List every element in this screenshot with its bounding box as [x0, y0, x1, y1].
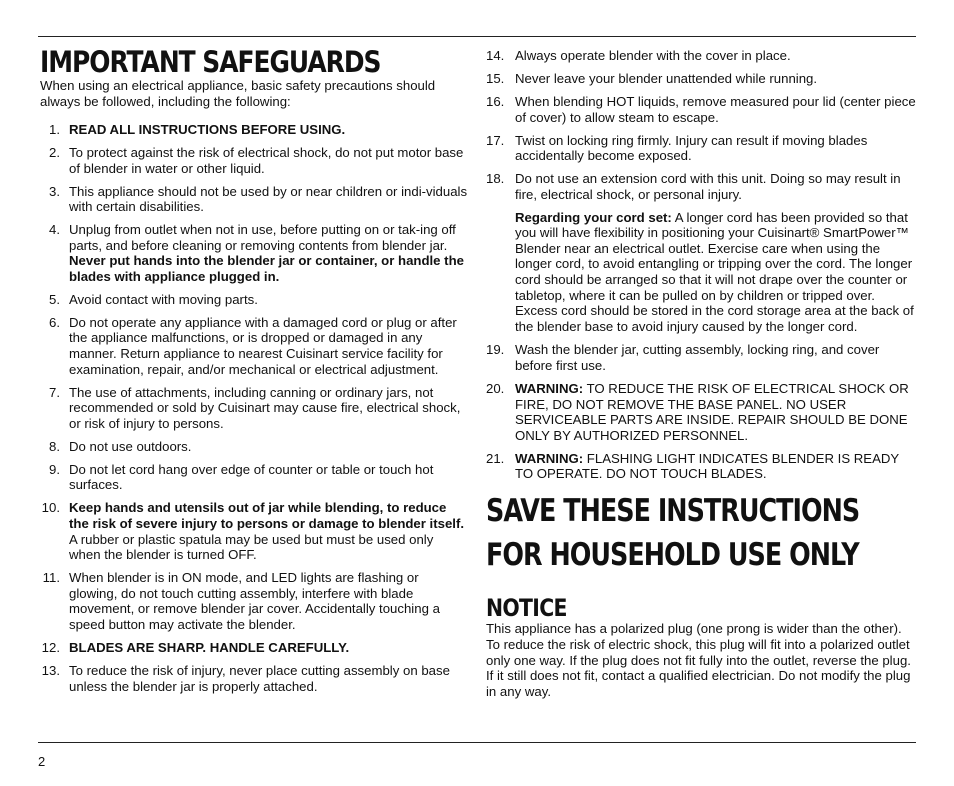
item-number: 21.	[486, 450, 505, 466]
item-text: Never leave your blender unattended while running.	[515, 70, 818, 86]
safeguards-list-continued	[486, 48, 916, 202]
save-instructions-heading: SAVE THESE INSTRUCTIONS	[486, 493, 860, 530]
list-item	[40, 222, 468, 284]
list-item	[40, 385, 468, 432]
item-bold-text: Keep hands and utensils out of jar while blending, to reduce the risk of severe injury to persons or damage to blender itself.	[69, 500, 465, 531]
list-item	[40, 640, 468, 656]
item-text: The use of attachments, including canning or ordinary jars, not recommended or sold by Cuisinart may cause fire, electrical shock, or risk of injury to persons.	[69, 384, 461, 431]
item-number: 14.	[486, 48, 505, 63]
safeguards-list-final	[486, 342, 916, 482]
item-text: Twist on locking ring firmly. Injury can result if moving blades accidentally become exposed.	[515, 132, 868, 164]
item-number: 12.	[41, 639, 60, 655]
list-item	[486, 71, 916, 87]
safeguards-list	[40, 122, 468, 694]
item-number: 2.	[49, 144, 60, 160]
item-text: A rubber or plastic spatula may be used but must be used only when the blender is turned OFF.	[69, 531, 434, 563]
item-text: To protect against the risk of electrical shock, do not put motor base of blender in water or other liquid.	[69, 144, 464, 176]
list-item	[40, 462, 468, 493]
item-number: 6.	[49, 314, 60, 330]
item-text: Do not operate any appliance with a damaged cord or plug or after the appliance malfunctions, or is dropped or damaged in any manner. Return appliance to nearest Cuisinart service facility for examination, repair, and/or mechanical or electrical adjustment.	[69, 314, 457, 377]
item-text: To reduce the risk of injury, never place cutting assembly on base unless the blender jar is properly attached.	[69, 662, 450, 694]
item-number: 9.	[49, 461, 60, 477]
item-number: 10.	[41, 500, 60, 516]
list-item	[486, 94, 916, 125]
item-number: 20.	[486, 381, 505, 397]
item-text: When blender is in ON mode, and LED lights are flashing or glowing, do not touch cutting assembly, interfere with blade movement, or remove blender jar cover. Accidentally touching a speed button may activate the blender.	[69, 570, 440, 632]
list-item	[486, 48, 916, 64]
cord-set-paragraph	[515, 210, 916, 335]
notice-text: This appliance has a polarized plug (one prong is wider than the other). To reduce the risk of electric shock, this plug will fit into a polarized outlet only one way. If the plug does not fit fully into the outlet, reverse the plug. If it still does not fit, contact a qualified electrician. Do not modify the plug in any way.	[486, 621, 911, 699]
item-bold-text: WARNING:	[515, 450, 584, 466]
item-number: 13.	[41, 662, 60, 678]
item-number: 11.	[42, 570, 60, 586]
item-text: FLASHING LIGHT INDICATES BLENDER IS READY TO OPERATE. DO NOT TOUCH BLADES.	[515, 450, 899, 482]
item-text: Unplug from outlet when not in use, before putting on or tak-ing off parts, and before cleaning or removing contents from blender jar.	[69, 222, 456, 253]
item-text: Avoid contact with moving parts.	[69, 291, 258, 307]
item-bold-text: READ ALL INSTRUCTIONS BEFORE USING.	[69, 122, 346, 137]
item-number: 19.	[486, 342, 505, 358]
cord-set-heading: Regarding your cord set:	[515, 209, 672, 225]
bottom-rule	[38, 742, 916, 743]
item-number: 5.	[49, 291, 60, 307]
list-item	[40, 500, 468, 562]
item-bold-text: WARNING:	[515, 381, 584, 397]
item-text: Do not let cord hang over edge of counter or table or touch hot surfaces.	[69, 461, 434, 493]
list-item	[40, 145, 468, 176]
item-number: 15.	[486, 70, 505, 86]
notice-heading: NOTICE	[486, 594, 567, 623]
household-use-heading: FOR HOUSEHOLD USE ONLY	[486, 537, 859, 574]
item-number: 4.	[49, 222, 60, 238]
item-text: TO REDUCE THE RISK OF ELECTRICAL SHOCK OR FIRE, DO NOT REMOVE THE BASE PANEL. NO USER SERVICEABLE PARTS ARE INSIDE. REPAIR SHOULD BE DONE ONLY BY AUTHORIZED PERSONNEL.	[515, 381, 909, 443]
item-text: This appliance should not be used by or near children or indi-viduals with certain disabilities.	[69, 183, 468, 215]
list-item	[40, 315, 468, 377]
list-item	[40, 439, 468, 455]
item-bold-text: BLADES ARE SHARP. HANDLE CAREFULLY.	[69, 639, 350, 655]
list-item	[40, 663, 468, 694]
item-number: 16.	[486, 93, 505, 109]
list-item	[486, 381, 916, 443]
list-item	[40, 184, 468, 215]
item-number: 17.	[486, 132, 505, 148]
item-text: Always operate blender with the cover in place.	[515, 48, 791, 63]
list-item	[40, 122, 468, 138]
item-bold-text: Never put hands into the blender jar or container, or handle the blades with appliance plugged in.	[69, 253, 464, 284]
item-number: 3.	[49, 183, 60, 199]
item-number: 8.	[49, 438, 60, 454]
page-title: IMPORTANT SAFEGUARDS	[40, 45, 381, 79]
item-text: Wash the blender jar, cutting assembly, locking ring, and cover before first use.	[515, 342, 880, 374]
item-number: 18.	[486, 171, 505, 187]
list-item	[486, 171, 916, 202]
item-text: Do not use an extension cord with this unit. Doing so may result in fire, electrical shock, or personal injury.	[515, 171, 901, 202]
list-item	[40, 570, 468, 632]
right-column	[486, 48, 916, 699]
list-item	[486, 133, 916, 164]
list-item	[486, 451, 916, 482]
item-text: Do not use outdoors.	[69, 438, 192, 454]
item-number: 7.	[49, 384, 60, 400]
left-column	[40, 46, 468, 701]
cord-set-text: A longer cord has been provided so that you will have flexibility in positioning your Cuisinart® SmartPower™ Blender near an electrical outlet. Exercise care when using the longer cord, to avoid entangling or tripping over the cord. The longer cord should be arranged so that it will not drape over the counter or tabletop, where it can be pulled on by children or tripped over. Excess cord should be stored in the cord storage area at the back of the blender base to avoid injury caused by the longer cord.	[515, 209, 914, 334]
item-text: When blending HOT liquids, remove measured pour lid (center piece of cover) to allow steam to escape.	[515, 93, 916, 125]
top-rule	[38, 36, 916, 37]
item-number: 1.	[49, 122, 60, 137]
list-item	[40, 292, 468, 308]
page-number: 2	[38, 754, 46, 769]
intro-text: When using an electrical appliance, basic safety precautions should always be followed, including the following:	[40, 78, 436, 109]
list-item	[486, 342, 916, 373]
